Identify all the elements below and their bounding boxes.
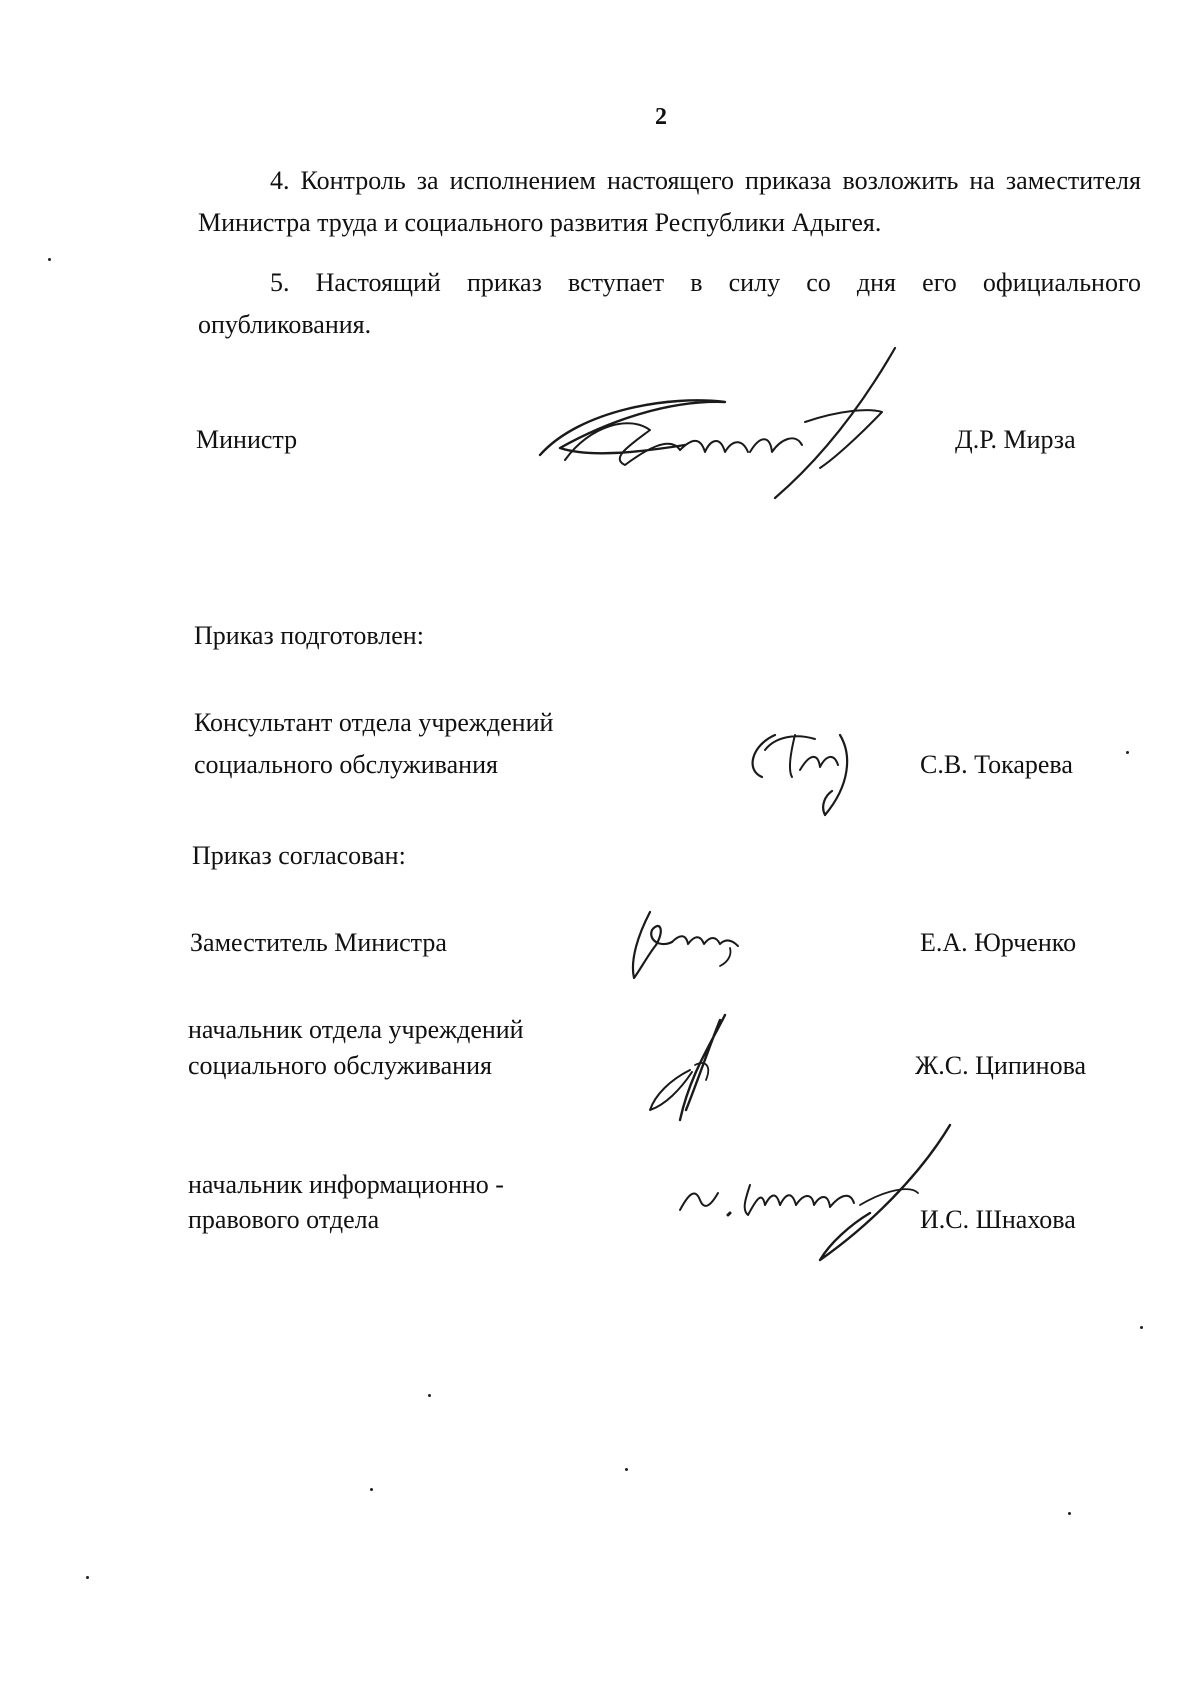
scan-speck: [625, 1468, 628, 1471]
prepared-position-line1: Консультант отдела учреждений: [194, 708, 554, 737]
page-number: 2: [655, 104, 667, 130]
scan-speck: [1068, 1512, 1071, 1515]
scan-speck: [1140, 1326, 1143, 1329]
head-dept-signature: [640, 1010, 740, 1130]
scan-speck: [428, 1394, 431, 1397]
prepared-name: С.В. Токарева: [920, 750, 1073, 779]
minister-title: Министр: [196, 425, 298, 454]
head-dept-position-line1: начальник отдела учреждений: [188, 1015, 524, 1044]
deputy-name: Е.А. Юрченко: [920, 928, 1077, 957]
scan-speck: [48, 258, 51, 261]
minister-signature: [520, 340, 920, 510]
paragraph-5-text: 5. Настоящий приказ вступает в силу со дня его официального опубликования.: [198, 268, 1141, 339]
minister-name: Д.Р. Мирза: [955, 425, 1076, 454]
deputy-position: Заместитель Министра: [190, 928, 447, 957]
approved-heading: Приказ согласован:: [192, 841, 406, 870]
prepared-position-line2: социального обслуживания: [194, 750, 498, 779]
head-legal-signature: [670, 1115, 960, 1275]
paragraph-4: [198, 160, 1141, 244]
head-dept-position-line2: социального обслуживания: [188, 1051, 492, 1080]
head-legal-position-line1: начальник информационно -: [188, 1170, 504, 1199]
prepared-signature: [740, 715, 880, 825]
head-legal-position-line2: правового отдела: [188, 1205, 380, 1234]
prepared-heading: Приказ подготовлен:: [194, 621, 424, 650]
scan-speck: [370, 1488, 373, 1491]
paragraph-5: [198, 262, 1141, 346]
scan-speck: [86, 1576, 89, 1579]
scan-speck: [1126, 751, 1129, 754]
head-legal-name: И.С. Шнахова: [920, 1205, 1076, 1234]
head-dept-name: Ж.С. Ципинова: [915, 1051, 1087, 1080]
paragraph-4-text: 4. Контроль за исполнением настоящего приказа возложить на заместителя Министра труда и социального развития Республики Адыгея.: [198, 166, 1141, 237]
deputy-signature: [620, 900, 760, 990]
